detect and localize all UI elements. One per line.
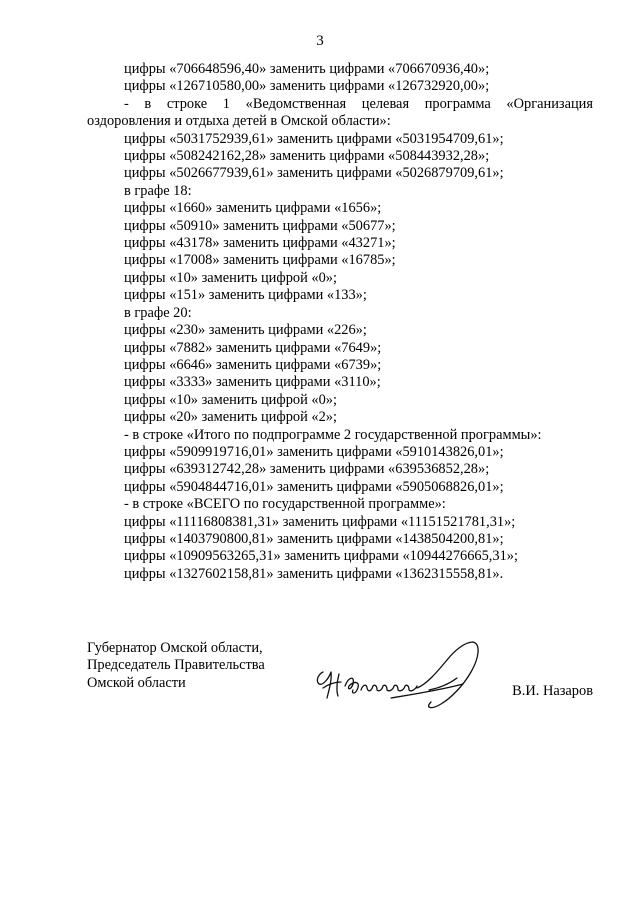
body-line: цифры «11116808381,31» заменить цифрами «11151521781,31»;: [124, 513, 516, 530]
body-line: цифры «10» заменить цифрой «0»;: [124, 391, 337, 408]
body-line: в графе 18:: [124, 182, 192, 199]
body-line: цифры «7882» заменить цифрами «7649»;: [124, 339, 382, 356]
body-line: цифры «639312742,28» заменить цифрами «639536852,28»;: [124, 461, 490, 478]
body-line: цифры «17008» заменить цифрами «16785»;: [124, 252, 396, 269]
body-line: цифры «5909919716,01» заменить цифрами «5910143826,01»;: [124, 443, 504, 460]
body-line: - в строке 1 «Ведомственная целевая программа «Организация: [124, 95, 593, 112]
signer-name: В.И. Назаров: [512, 683, 593, 699]
signer-position-line: Губернатор Омской области,: [87, 640, 263, 656]
body-line: цифры «230» заменить цифрами «226»;: [124, 322, 367, 339]
body-line: цифры «43178» заменить цифрами «43271»;: [124, 235, 396, 252]
body-line: - в строке «Итого по подпрограмме 2 государственной программы»:: [124, 426, 542, 443]
handwritten-signature: [305, 628, 505, 718]
body-line: цифры «151» заменить цифрами «133»;: [124, 287, 367, 304]
body-line: в графе 20:: [124, 304, 192, 321]
body-line: цифры «6646» заменить цифрами «6739»;: [124, 356, 382, 373]
document-body: [87, 61, 593, 583]
body-line: цифры «3333» заменить цифрами «3110»;: [124, 374, 381, 391]
body-line: цифры «5904844716,01» заменить цифрами «5905068826,01»;: [124, 478, 504, 495]
body-line: - в строке «ВСЕГО по государственной программе»:: [124, 496, 446, 513]
body-line: оздоровления и отдыха детей в Омской области»:: [87, 113, 391, 130]
body-line: цифры «1327602158,81» заменить цифрами «1362315558,81».: [124, 565, 504, 582]
body-line: цифры «50910» заменить цифрами «50677»;: [124, 217, 396, 234]
body-line: цифры «5031752939,61» заменить цифрами «5031954709,61»;: [124, 130, 504, 147]
body-line: цифры «5026677939,61» заменить цифрами «5026879709,61»;: [124, 165, 504, 182]
body-line: цифры «1660» заменить цифрами «1656»;: [124, 200, 382, 217]
body-line: цифры «508242162,28» заменить цифрами «508443932,28»;: [124, 148, 490, 165]
body-line: цифры «1403790800,81» заменить цифрами «1438504200,81»;: [124, 530, 504, 547]
body-line: цифры «706648596,40» заменить цифрами «706670936,40»;: [124, 61, 490, 77]
body-line: цифры «126710580,00» заменить цифрами «126732920,00»;: [124, 78, 490, 95]
signer-position-line: Председатель Правительства: [87, 657, 265, 674]
body-line: цифры «10909563265,31» заменить цифрами «10944276665,31»;: [124, 548, 518, 565]
page-number: 3: [316, 33, 324, 49]
body-line: цифры «10» заменить цифрой «0»;: [124, 269, 337, 286]
body-line: цифры «20» заменить цифрой «2»;: [124, 409, 337, 426]
signer-position-line: Омской области: [87, 674, 186, 691]
